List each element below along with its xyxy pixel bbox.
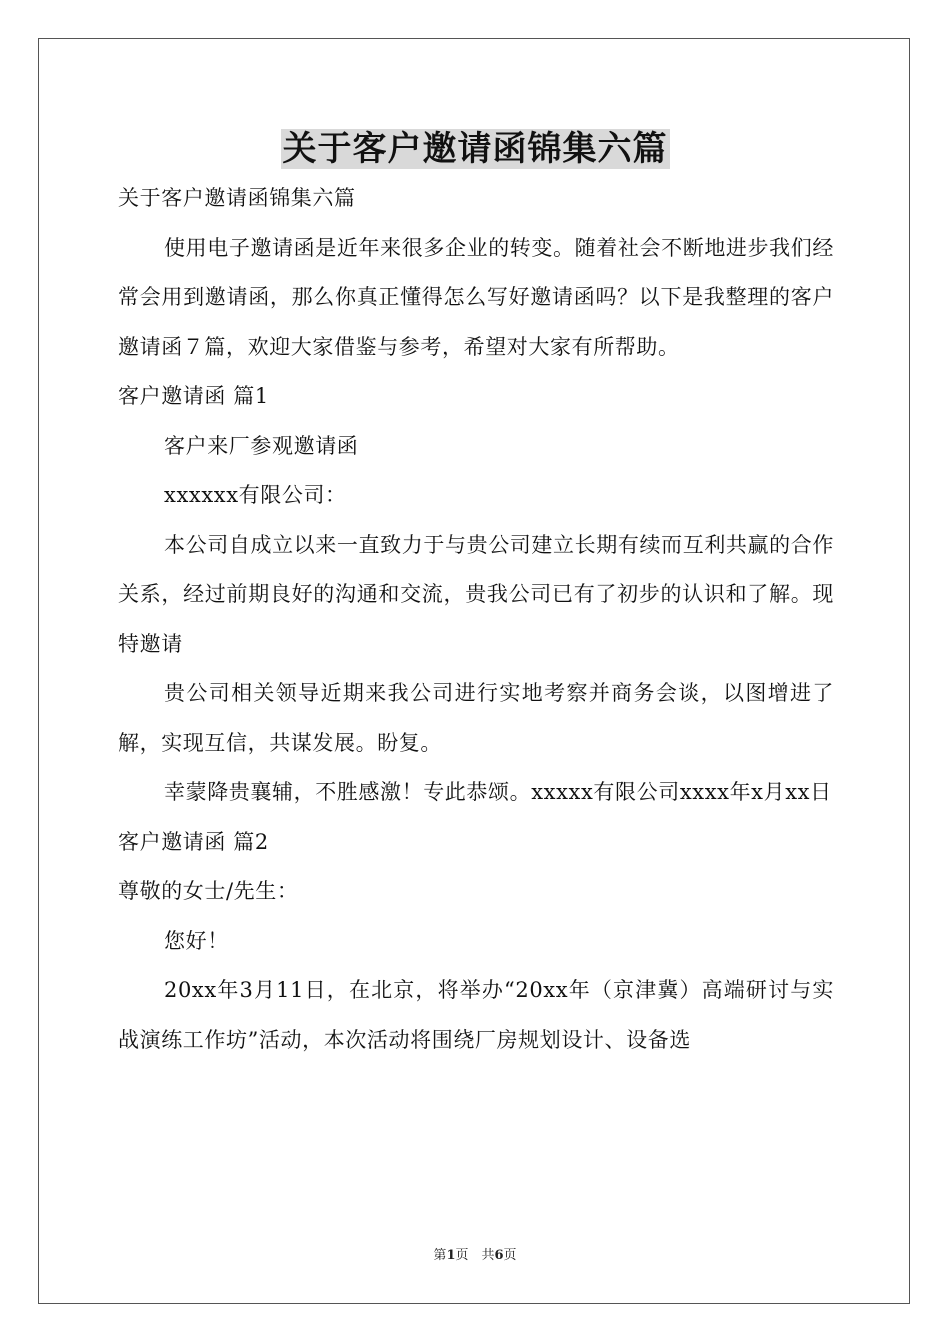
document-title [0,124,950,174]
letter-body-paragraph: 本公司自成立以来一直致力于与贵公司建立长期有续而互利共赢的合作关系，经过前期良好的沟通和交流，贵我公司已有了初步的认识和了解。现特邀请 [118,532,834,656]
letter-closing: 幸蒙降贵襄辅，不胜感激！专此恭颂。xxxxx有限公司xxxx年x月xx日 [164,780,832,804]
intro-paragraph: 使用电子邀请函是近年来很多企业的转变。随着社会不断地进步我们经常会用到邀请函，那么你真正懂得怎么写好邀请函吗？以下是我整理的客户邀请函７篇，欢迎大家借鉴与参考，希望对大家有所帮助。 [118,235,834,359]
footer-suffix: 页 [503,1248,517,1263]
letter-recipient: xxxxxx有限公司： [164,483,347,507]
section-heading-2: 客户邀请函 篇2 [118,829,269,854]
footer-prefix: 第 [433,1248,447,1263]
letter-title: 客户来厂参观邀请函 [164,433,359,458]
page-footer [0,1246,950,1266]
subtitle-line: 关于客户邀请函锦集六篇 [118,186,356,210]
document-body [118,174,834,1065]
current-page-number: 1 [446,1248,456,1263]
footer-mid: 页 共 [455,1248,495,1263]
section-heading-1: 客户邀请函 篇1 [118,384,269,408]
salutation: 尊敬的女士/先生： [118,879,299,903]
greeting: 您好！ [164,928,229,953]
letter-body-paragraph: 贵公司相关领导近期来我公司进行实地考察并商务会谈，以图增进了解，实现互信，共谋发展。盼复。 [118,681,834,755]
total-pages-number: 6 [494,1248,504,1263]
document-title-text: 关于客户邀请函锦集六篇 [282,129,668,169]
event-paragraph: 20xx年3月11日，在北京，将举办“20xx年（京津冀）高端研讨与实战演练工作坊”活动，本次活动将围绕厂房规划设计、设备选 [118,978,834,1052]
